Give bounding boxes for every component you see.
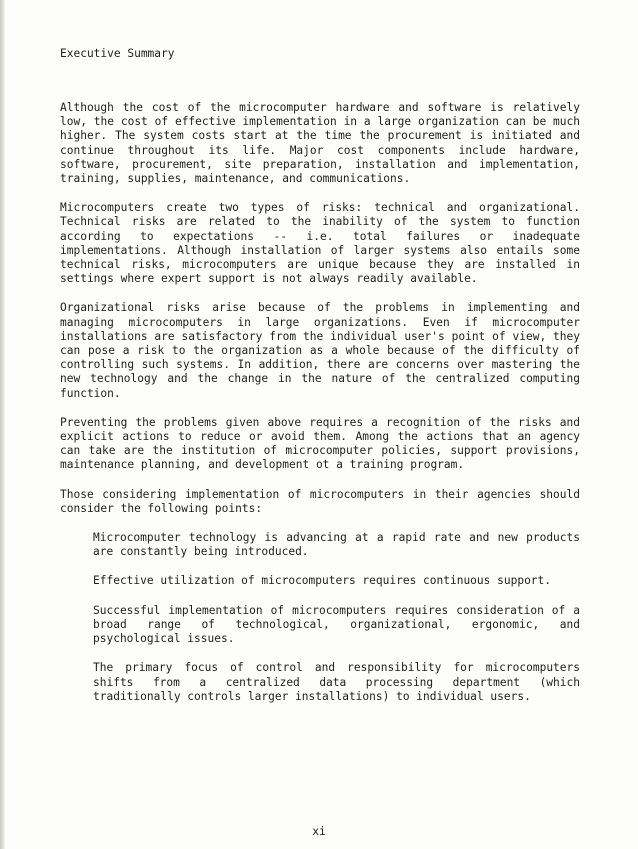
paragraph-cost: Although the cost of the microcomputer hardware and software is relatively low, the cost of effective implementation in a large organization can be much higher. The system costs start at the time the procurement is initiated and continue throughout its life. Major cost components include hardware, software, procurement, site preparation, installation and implementation, training, supplies, maintenance, and communications.	[60, 101, 580, 186]
point-broad-issues: Successful implementation of microcomputers requires consideration of a broad range of technological, organizational, ergonomic, and psychological issues.	[93, 603, 580, 646]
point-technology-advancing: Microcomputer technology is advancing at a rapid rate and new products are constantly being introduced.	[93, 531, 580, 559]
paragraph-risk-types: Microcomputers create two types of risks: technical and organizational. Technical risks are related to the inability of the system to function according to expectations -- i.e. total failures or inadequate implementations. Although installation of larger systems also entails some technical risks, microcomputers are unique because they are installed in settings where expert support is not always readily available.	[60, 201, 580, 286]
paragraph-organizational-risks: Organizational risks arise because of the problems in implementing and managing microcomputers in large organizations. Even if microcomputer installations are satisfactory from the individual user's point of view, they can pose a risk to the organization as a whole because of the difficulty of controlling such systems. In addition, there are concerns over mastering the new technology and the change in the nature of the centralized computing function.	[60, 301, 580, 400]
page-number: xi	[312, 825, 326, 838]
page-edge-shadow	[0, 0, 5, 849]
section-heading: Executive Summary	[60, 47, 175, 60]
summary-body	[60, 101, 580, 719]
paragraph-prevention: Preventing the problems given above requires a recognition of the risks and explicit actions to reduce or avoid them. Among the actions that an agency can take are the institution of microcomputer policies, support provisions, maintenance planning, and development ot a training program.	[60, 415, 580, 472]
point-continuous-support: Effective utilization of microcomputers requires continuous support.	[93, 574, 552, 588]
paragraph-considerations-intro: Those considering implementation of microcomputers in their agencies should consider the following points:	[60, 487, 580, 515]
point-control-shift: The primary focus of control and responsibility for microcomputers shifts from a centralized data processing department (which traditionally controls larger installations) to individual users.	[93, 661, 580, 703]
